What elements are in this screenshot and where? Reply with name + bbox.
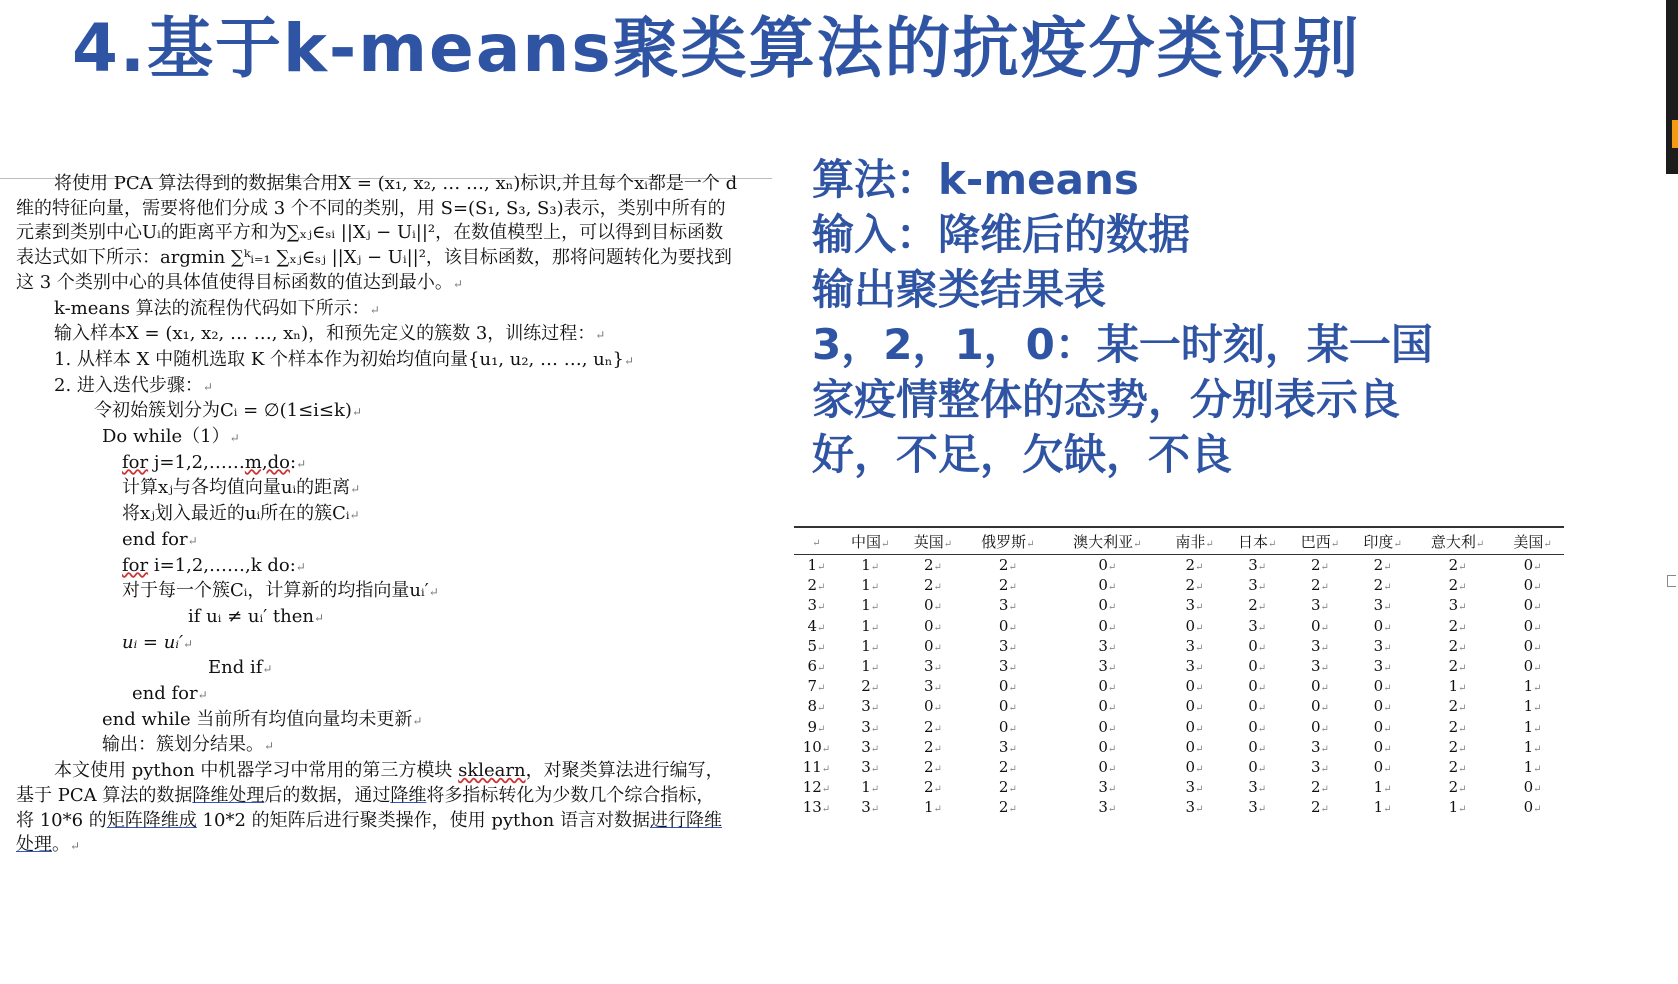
algorithm-summary — [812, 152, 1512, 482]
table-cell: 3↵ — [861, 798, 880, 817]
table-cell: 3↵ — [1310, 657, 1329, 676]
table-cell: 1↵ — [1523, 717, 1542, 736]
table-row — [794, 757, 1564, 777]
table-cell: 2↵ — [1448, 757, 1467, 776]
table-cell: 4↵ — [807, 616, 826, 635]
table-row — [794, 616, 1564, 636]
doc-line: 本文使用 python 中机器学习中常用的第三方模块 sklearn，对聚类算法进行编写， — [54, 760, 724, 782]
table-cell: 0↵ — [1248, 757, 1267, 776]
table-cell: 3↵ — [1310, 757, 1329, 776]
table-cell: 3↵ — [1185, 798, 1204, 817]
doc-line: k-means 算法的流程伪代码如下所示：↵ — [54, 297, 380, 319]
algorithm-line: 算法：k-means — [812, 155, 1139, 204]
doc-line: 输出：簇划分结果。↵ — [102, 734, 275, 756]
table-cell: 2↵ — [1185, 556, 1204, 575]
doc-line: 表达式如下所示：argmin ∑ᵏᵢ₌₁ ∑ₓⱼ∈ₛⱼ ||Xⱼ − Uᵢ||²，该目标函数，那将问题转化为要找到 — [16, 247, 732, 269]
table-cell: 0↵ — [1523, 636, 1542, 655]
table-cell: 8↵ — [807, 697, 826, 716]
algorithm-line: 输出聚类结果表 — [812, 265, 1107, 314]
doc-line: Do while（1）↵ — [102, 426, 240, 448]
table-cell: 0↵ — [1373, 677, 1392, 696]
doc-line: 计算xⱼ与各均值向量uᵢ的距离↵ — [122, 477, 361, 499]
table-cell: 2↵ — [923, 757, 942, 776]
table-cell: 2↵ — [1448, 697, 1467, 716]
table-cell: 0↵ — [1310, 677, 1329, 696]
table-cell: 1↵ — [861, 778, 880, 797]
table-cell: 0↵ — [1185, 616, 1204, 635]
algorithm-line: 好，不足，欠缺，不良 — [812, 430, 1233, 479]
table-cell: 2↵ — [998, 556, 1017, 575]
table-cell: 0↵ — [1373, 616, 1392, 635]
table-cell: 0↵ — [923, 697, 942, 716]
doc-line: 输入样本X = (x₁, x₂, … …, xₙ)，和预先定义的簇数 3，训练过程：↵ — [54, 323, 606, 345]
table-cell: 2↵ — [998, 757, 1017, 776]
table-cell: 0↵ — [1373, 757, 1392, 776]
table-cell: 2↵ — [1310, 556, 1329, 575]
table-body — [794, 555, 1564, 818]
table-cell: 3↵ — [1310, 737, 1329, 756]
table-cell: 0↵ — [1248, 657, 1267, 676]
table-cell: 2↵ — [1310, 778, 1329, 797]
table-cell: 2↵ — [1373, 556, 1392, 575]
table-header-row — [794, 528, 1564, 555]
table-cell: 1↵ — [861, 616, 880, 635]
table-cell: 13↵ — [802, 798, 831, 817]
table-cell: 3↵ — [923, 657, 942, 676]
table-cell: 0↵ — [1098, 697, 1117, 716]
table-row — [794, 656, 1564, 676]
doc-line: for i=1,2,……,k do:↵ — [122, 554, 306, 576]
table-row — [794, 555, 1564, 576]
table-header-cell: 意大利↵ — [1414, 528, 1501, 555]
table-cell: 0↵ — [1098, 757, 1117, 776]
paragraph-mark: ↵ — [452, 276, 463, 291]
table-cell: 2↵ — [923, 717, 942, 736]
table-header-cell: 日本↵ — [1226, 528, 1289, 555]
edge-marker — [1667, 575, 1676, 587]
algorithm-line: 输入：降维后的数据 — [812, 210, 1191, 259]
table-cell: 1↵ — [861, 657, 880, 676]
table-cell: 11↵ — [802, 757, 831, 776]
table-cell: 2↵ — [923, 778, 942, 797]
algorithm-line: 3，2，1，0：某一时刻，某一国 — [812, 320, 1433, 369]
doc-line: 对于每一个簇Cᵢ，计算新的均指向量uᵢ′↵ — [122, 580, 439, 602]
table-cell: 2↵ — [1448, 737, 1467, 756]
table-cell: 1↵ — [861, 596, 880, 615]
table-cell: 3↵ — [807, 596, 826, 615]
table-cell: 0↵ — [998, 717, 1017, 736]
table-header-cell: 澳大利亚↵ — [1051, 528, 1163, 555]
table-cell: 7↵ — [807, 677, 826, 696]
table-cell: 0↵ — [1310, 697, 1329, 716]
table-header-cell: 巴西↵ — [1289, 528, 1352, 555]
table-cell: 0↵ — [1185, 757, 1204, 776]
doc-line: 基于 PCA 算法的数据降维处理后的数据，通过降维将多指标转化为少数几个综合指标， — [16, 784, 715, 806]
document-body — [16, 172, 756, 859]
table-cell: 0↵ — [1523, 778, 1542, 797]
table-cell: 3↵ — [998, 657, 1017, 676]
table-cell: 0↵ — [1310, 616, 1329, 635]
doc-line: 1. 从样本 X 中随机选取 K 个样本作为初始均值向量{u₁, u₂, … …, uₙ}↵ — [54, 348, 635, 370]
table-cell: 3↵ — [1098, 778, 1117, 797]
table-row — [794, 636, 1564, 656]
table-row — [794, 696, 1564, 716]
table-header-cell: 美国↵ — [1501, 528, 1564, 555]
table-cell: 0↵ — [1098, 616, 1117, 635]
table-cell: 1↵ — [1373, 778, 1392, 797]
doc-line: 处理。↵ — [16, 834, 81, 856]
table-cell: 2↵ — [923, 576, 942, 595]
table-cell: 1↵ — [1523, 697, 1542, 716]
table-header-cell: 南非↵ — [1163, 528, 1226, 555]
table-header-cell: 俄罗斯↵ — [964, 528, 1051, 555]
table-cell: 0↵ — [1248, 717, 1267, 736]
table-cell: 3↵ — [861, 737, 880, 756]
table-cell: 3↵ — [1248, 556, 1267, 575]
table-cell: 0↵ — [1185, 737, 1204, 756]
table-cell: 3↵ — [1248, 616, 1267, 635]
doc-line: 将xⱼ划入最近的uᵢ所在的簇Cᵢ↵ — [122, 503, 360, 525]
doc-line: end while 当前所有均值向量均未更新↵ — [102, 708, 423, 730]
table-cell: 2↵ — [1448, 576, 1467, 595]
doc-line: uᵢ = uᵢ′↵ — [122, 631, 194, 653]
table-cell: 2↵ — [1448, 778, 1467, 797]
doc-line: if uᵢ ≠ uᵢ′ then↵ — [188, 605, 325, 627]
table-cell: 1↵ — [807, 556, 826, 575]
table-cell: 1↵ — [1523, 737, 1542, 756]
table-cell: 3↵ — [998, 596, 1017, 615]
table-cell: 2↵ — [923, 556, 942, 575]
table-header-cell: 印度↵ — [1351, 528, 1414, 555]
table-cell: 10↵ — [802, 737, 831, 756]
table-cell: 2↵ — [1448, 556, 1467, 575]
table-cell: 12↵ — [802, 778, 831, 797]
table-cell: 0↵ — [998, 616, 1017, 635]
doc-line: end for↵ — [132, 683, 208, 705]
doc-line: for j=1,2,……m,do:↵ — [122, 451, 307, 473]
table-cell: 3↵ — [998, 737, 1017, 756]
table-cell: 2↵ — [1448, 717, 1467, 736]
table-cell: 2↵ — [1448, 636, 1467, 655]
table-cell: 3↵ — [1373, 596, 1392, 615]
table-cell: 0↵ — [1523, 616, 1542, 635]
table-cell: 0↵ — [923, 596, 942, 615]
edge-accent — [1672, 120, 1678, 148]
table-cell: 1↵ — [1523, 677, 1542, 696]
table-cell: 0↵ — [1523, 576, 1542, 595]
table-cell: 0↵ — [1248, 737, 1267, 756]
doc-line: 2. 进入迭代步骤：↵ — [54, 374, 213, 396]
table-cell: 3↵ — [861, 717, 880, 736]
table-cell: 3↵ — [923, 677, 942, 696]
table-cell: 0↵ — [1373, 737, 1392, 756]
table-cell: 0↵ — [1185, 697, 1204, 716]
table-cell: 0↵ — [1098, 576, 1117, 595]
table-cell: 2↵ — [1310, 798, 1329, 817]
table-cell: 1↵ — [861, 636, 880, 655]
table-cell: 2↵ — [1310, 576, 1329, 595]
slide-title: 4.基于k-means聚类算法的抗疫分类识别 — [72, 10, 1361, 87]
algorithm-line: 家疫情整体的态势，分别表示良 — [812, 375, 1401, 424]
table-cell: 0↵ — [923, 616, 942, 635]
table-cell: 3↵ — [861, 757, 880, 776]
table-row — [794, 575, 1564, 595]
table-cell: 3↵ — [1248, 778, 1267, 797]
table-row — [794, 595, 1564, 615]
table-cell: 1↵ — [1448, 677, 1467, 696]
doc-line: 维的特征向量，需要将他们分成 3 个不同的类别，用 S=(S₁, S₃, S₃)表示，类别中所有的 — [16, 197, 726, 219]
table-header-cell: 英国↵ — [902, 528, 965, 555]
doc-line: 这 3 个类别中心的具体值使得目标函数的值达到最小。↵ — [16, 271, 463, 293]
table-cell: 0↵ — [1373, 697, 1392, 716]
table-cell: 2↵ — [807, 576, 826, 595]
table-cell: 0↵ — [998, 677, 1017, 696]
table-row — [794, 717, 1564, 737]
table-cell: 1↵ — [1448, 798, 1467, 817]
doc-line: 将使用 PCA 算法得到的数据集合用X = (x₁, x₂, … …, xₙ)标识,并且每个xᵢ都是一个 d — [54, 173, 738, 194]
table-header-cell: 中国↵ — [839, 528, 902, 555]
doc-line: 元素到类别中心Uᵢ的距离平方和为∑ₓⱼ∈ₛᵢ ||Xⱼ − Uᵢ||²，在数值模型上，可以得到目标函数 — [16, 222, 724, 244]
table-cell: 0↵ — [1098, 556, 1117, 575]
table-cell: 2↵ — [861, 677, 880, 696]
table-cell: 3↵ — [1185, 778, 1204, 797]
table-cell: 0↵ — [1098, 717, 1117, 736]
cluster-result-table — [794, 526, 1564, 817]
table-cell: 1↵ — [861, 576, 880, 595]
doc-line: end for↵ — [122, 528, 198, 550]
table-cell: 3↵ — [998, 636, 1017, 655]
table-cell: 2↵ — [998, 778, 1017, 797]
table-cell: 1↵ — [861, 556, 880, 575]
table-row — [794, 797, 1564, 817]
table-cell: 2↵ — [923, 737, 942, 756]
table-cell: 0↵ — [1248, 697, 1267, 716]
table-row — [794, 676, 1564, 696]
table-cell: 0↵ — [1185, 717, 1204, 736]
table-cell: 0↵ — [1098, 737, 1117, 756]
table-cell: 0↵ — [923, 636, 942, 655]
table-cell: 3↵ — [1185, 657, 1204, 676]
doc-line: End if↵ — [208, 657, 273, 679]
table-cell: 0↵ — [1248, 636, 1267, 655]
table-cell: 3↵ — [1248, 798, 1267, 817]
table-cell: 1↵ — [923, 798, 942, 817]
table-cell: 3↵ — [1373, 657, 1392, 676]
table-cell: 0↵ — [1310, 717, 1329, 736]
table-header-cell: ↵ — [794, 528, 839, 555]
doc-line: 令初始簇划分为Cᵢ = ∅(1≤i≤k)↵ — [94, 400, 362, 422]
table-cell: 3↵ — [1448, 596, 1467, 615]
table-cell: 3↵ — [1098, 636, 1117, 655]
table-cell: 3↵ — [1310, 596, 1329, 615]
table-cell: 2↵ — [1448, 616, 1467, 635]
table-cell: 2↵ — [1248, 596, 1267, 615]
table-cell: 3↵ — [1373, 636, 1392, 655]
table-cell: 0↵ — [1248, 677, 1267, 696]
table-row — [794, 737, 1564, 757]
table-cell: 1↵ — [1523, 757, 1542, 776]
table-cell: 3↵ — [1098, 657, 1117, 676]
table-cell: 0↵ — [1523, 556, 1542, 575]
table-cell: 0↵ — [1523, 596, 1542, 615]
table-cell: 0↵ — [1523, 657, 1542, 676]
table-cell: 2↵ — [1185, 576, 1204, 595]
table-cell: 2↵ — [1373, 576, 1392, 595]
table — [794, 528, 1564, 817]
table-cell: 9↵ — [807, 717, 826, 736]
table-cell: 1↵ — [1373, 798, 1392, 817]
table-cell: 3↵ — [861, 697, 880, 716]
table-cell: 2↵ — [1448, 657, 1467, 676]
table-cell: 0↵ — [1098, 677, 1117, 696]
table-cell: 0↵ — [998, 697, 1017, 716]
table-cell: 2↵ — [998, 576, 1017, 595]
table-cell: 0↵ — [1098, 596, 1117, 615]
table-cell: 0↵ — [1373, 717, 1392, 736]
table-cell: 3↵ — [1185, 596, 1204, 615]
table-cell: 3↵ — [1248, 576, 1267, 595]
table-cell: 6↵ — [807, 657, 826, 676]
table-cell: 2↵ — [998, 798, 1017, 817]
table-cell: 0↵ — [1523, 798, 1542, 817]
table-row — [794, 777, 1564, 797]
table-cell: 5↵ — [807, 636, 826, 655]
table-cell: 3↵ — [1310, 636, 1329, 655]
table-cell: 3↵ — [1185, 636, 1204, 655]
doc-line: 将 10*6 的矩阵降维成 10*2 的矩阵后进行聚类操作，使用 python 语言对数据进行降维 — [16, 809, 723, 831]
table-cell: 0↵ — [1185, 677, 1204, 696]
table-cell: 3↵ — [1098, 798, 1117, 817]
